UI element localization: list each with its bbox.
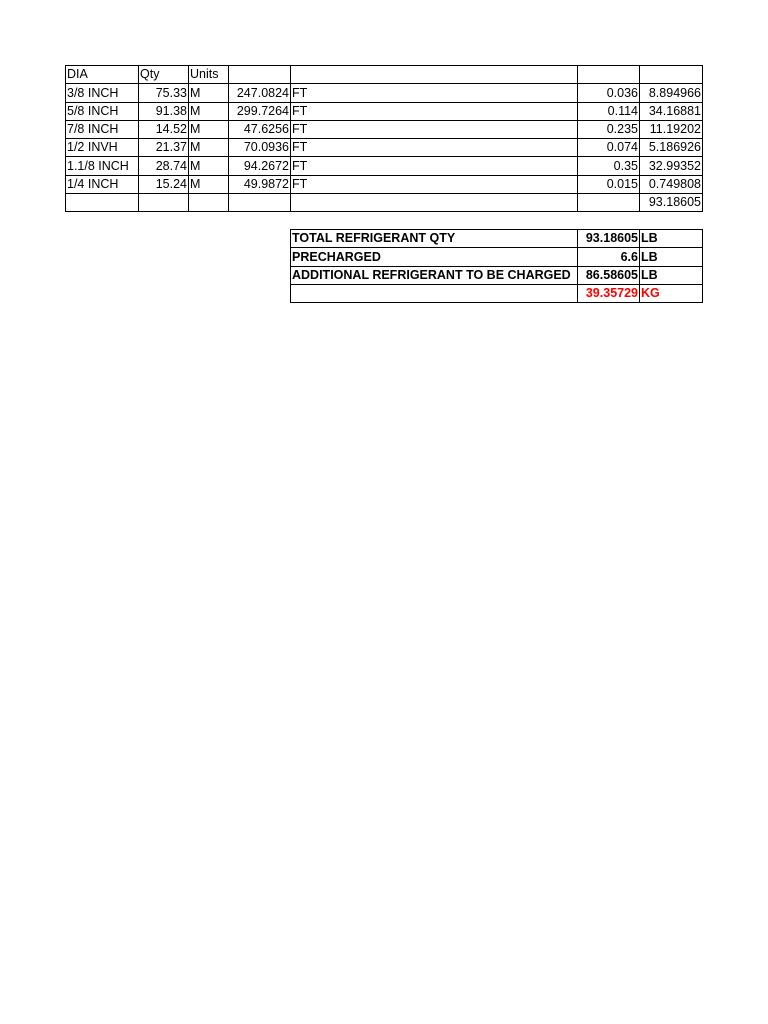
summary-value[interactable]: 6.6: [578, 248, 640, 266]
header-cell-feet-unit[interactable]: [291, 66, 578, 84]
table-header-row: [66, 66, 703, 84]
table-row: [66, 175, 703, 193]
cell-empty[interactable]: [229, 194, 291, 212]
cell-feet[interactable]: 70.0936: [229, 139, 291, 157]
cell-factor[interactable]: 0.015: [578, 175, 640, 193]
cell-empty[interactable]: [139, 194, 189, 212]
cell-feet-unit[interactable]: FT: [291, 175, 578, 193]
header-cell-refrigerant[interactable]: [640, 66, 703, 84]
cell-qty[interactable]: 21.37: [139, 139, 189, 157]
header-cell-dia[interactable]: DIA: [66, 66, 139, 84]
cell-units[interactable]: M: [189, 102, 229, 120]
cell-qty[interactable]: 28.74: [139, 157, 189, 175]
cell-dia[interactable]: 5/8 INCH: [66, 102, 139, 120]
pipe-quantity-table: [65, 65, 703, 212]
summary-value[interactable]: 86.58605: [578, 266, 640, 284]
cell-dia[interactable]: 1/4 INCH: [66, 175, 139, 193]
total-refrigerant-cell[interactable]: 93.18605: [640, 194, 703, 212]
cell-units[interactable]: M: [189, 84, 229, 102]
table-row: [66, 102, 703, 120]
table-row: [66, 120, 703, 138]
cell-dia[interactable]: 3/8 INCH: [66, 84, 139, 102]
cell-feet[interactable]: 49.9872: [229, 175, 291, 193]
cell-units[interactable]: M: [189, 120, 229, 138]
cell-feet-unit[interactable]: FT: [291, 120, 578, 138]
summary-value-kg[interactable]: 39.35729: [578, 284, 640, 302]
summary-row: [291, 230, 703, 248]
cell-factor[interactable]: 0.235: [578, 120, 640, 138]
summary-row: [291, 248, 703, 266]
cell-empty[interactable]: [189, 194, 229, 212]
cell-refrigerant[interactable]: 32.99352: [640, 157, 703, 175]
cell-refrigerant[interactable]: 34.16881: [640, 102, 703, 120]
table-row: [66, 157, 703, 175]
cell-qty[interactable]: 75.33: [139, 84, 189, 102]
summary-label[interactable]: TOTAL REFRIGERANT QTY: [291, 230, 578, 248]
table-row: [66, 139, 703, 157]
cell-factor[interactable]: 0.074: [578, 139, 640, 157]
cell-dia[interactable]: 1.1/8 INCH: [66, 157, 139, 175]
summary-unit[interactable]: LB: [640, 230, 703, 248]
summary-label[interactable]: [291, 284, 578, 302]
cell-refrigerant[interactable]: 5.186926: [640, 139, 703, 157]
cell-feet[interactable]: 299.7264: [229, 102, 291, 120]
cell-dia[interactable]: 1/2 INVH: [66, 139, 139, 157]
cell-feet[interactable]: 94.2672: [229, 157, 291, 175]
cell-refrigerant[interactable]: 8.894966: [640, 84, 703, 102]
header-cell-feet[interactable]: [229, 66, 291, 84]
header-cell-units[interactable]: Units: [189, 66, 229, 84]
cell-dia[interactable]: 7/8 INCH: [66, 120, 139, 138]
cell-refrigerant[interactable]: 11.19202: [640, 120, 703, 138]
cell-factor[interactable]: 0.114: [578, 102, 640, 120]
summary-label[interactable]: PRECHARGED: [291, 248, 578, 266]
cell-factor[interactable]: 0.036: [578, 84, 640, 102]
cell-qty[interactable]: 15.24: [139, 175, 189, 193]
cell-feet[interactable]: 47.6256: [229, 120, 291, 138]
table-total-row: [66, 194, 703, 212]
cell-feet-unit[interactable]: FT: [291, 157, 578, 175]
cell-units[interactable]: M: [189, 139, 229, 157]
header-cell-factor[interactable]: [578, 66, 640, 84]
cell-refrigerant[interactable]: 0.749808: [640, 175, 703, 193]
cell-qty[interactable]: 14.52: [139, 120, 189, 138]
summary-unit[interactable]: LB: [640, 266, 703, 284]
summary-row-kg: [291, 284, 703, 302]
table-row: [66, 84, 703, 102]
cell-feet-unit[interactable]: FT: [291, 102, 578, 120]
summary-unit-kg[interactable]: KG: [640, 284, 703, 302]
header-cell-qty[interactable]: Qty: [139, 66, 189, 84]
cell-feet-unit[interactable]: FT: [291, 139, 578, 157]
cell-empty[interactable]: [578, 194, 640, 212]
summary-row: [291, 266, 703, 284]
summary-unit[interactable]: LB: [640, 248, 703, 266]
summary-value[interactable]: 93.18605: [578, 230, 640, 248]
cell-feet[interactable]: 247.0824: [229, 84, 291, 102]
cell-units[interactable]: M: [189, 157, 229, 175]
cell-empty[interactable]: [291, 194, 578, 212]
cell-units[interactable]: M: [189, 175, 229, 193]
cell-qty[interactable]: 91.38: [139, 102, 189, 120]
cell-factor[interactable]: 0.35: [578, 157, 640, 175]
summary-label[interactable]: ADDITIONAL REFRIGERANT TO BE CHARGED: [291, 266, 578, 284]
cell-empty[interactable]: [66, 194, 139, 212]
cell-feet-unit[interactable]: FT: [291, 84, 578, 102]
refrigerant-summary-table: [290, 229, 703, 303]
